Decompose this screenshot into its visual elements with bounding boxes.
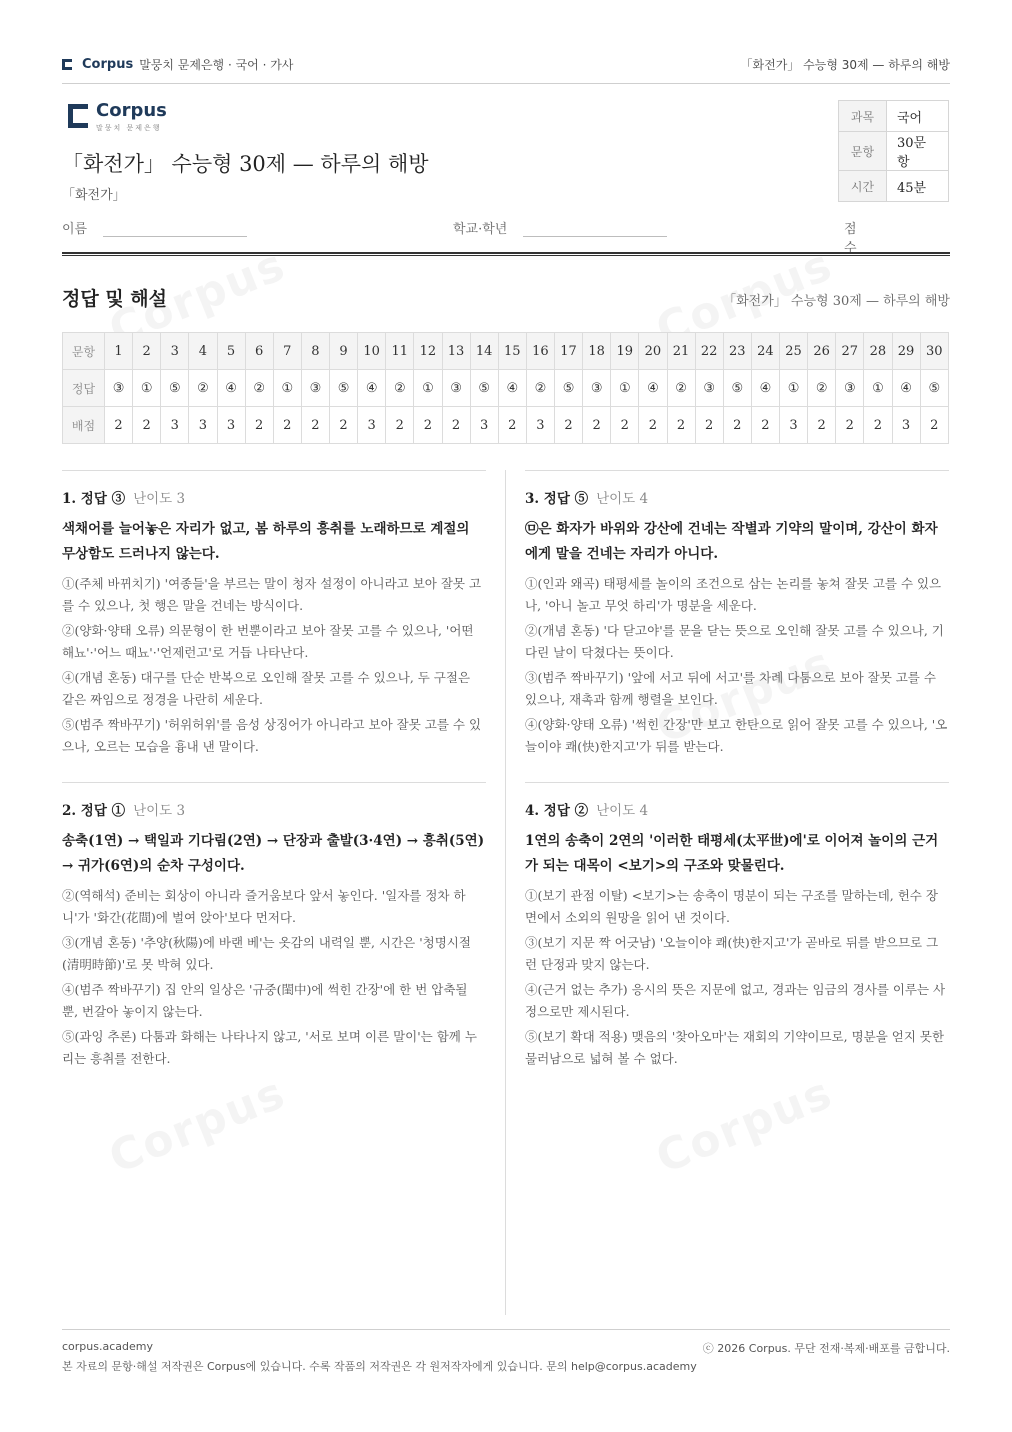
question-number-cell: 14 xyxy=(470,333,498,370)
logo-name: Corpus xyxy=(96,100,167,121)
difficulty-label: 난이도 3 xyxy=(133,491,186,507)
explanation-item: ①(주체 바뀌치기) '여종들'을 부르는 말이 청자 설정이 아니라고 보아 잘못 고를 수 있으나, 첫 행은 말을 건네는 방식이다. xyxy=(62,576,482,613)
explanation-main: 색채어를 늘어놓은 자리가 없고, 봄 하루의 흥취를 노래하므로 계절의 무상함도 드러나지 않는다. xyxy=(62,521,470,562)
question-number-cell: 16 xyxy=(526,333,554,370)
explanation-item: ⑤(범주 짝바꾸기) '허위허위'를 음성 상징어가 아니라고 보아 잘못 고를 수 있으나, 오르는 모습을 흉내 낸 말이다. xyxy=(62,717,482,754)
question-number-cell: 1 xyxy=(105,333,133,370)
question-number-cell: 30 xyxy=(920,333,948,370)
running-header-title: 「화전가」 수능형 30제 — 하루의 해방 xyxy=(740,58,950,72)
answer-cell: ④ xyxy=(358,370,386,407)
explanation-item: ④(개념 혼동) 대구를 단순 반복으로 오인해 잘못 고를 수 있으나, 두 구절은 같은 짜임으로 정경을 나란히 세운다. xyxy=(62,670,471,707)
points-cell: 3 xyxy=(217,407,245,444)
explanation-heading xyxy=(525,799,949,819)
points-cell: 2 xyxy=(836,407,864,444)
points-cell: 2 xyxy=(639,407,667,444)
points-cell: 2 xyxy=(330,407,358,444)
question-number-cell: 6 xyxy=(245,333,273,370)
footer-site: corpus.academy xyxy=(62,1340,153,1353)
header-divider xyxy=(62,252,950,256)
question-number-cell: 24 xyxy=(751,333,779,370)
points-cell: 3 xyxy=(470,407,498,444)
explanation-column-right xyxy=(525,470,949,1073)
explanation-item: ④(범주 짝바꾸기) 집 안의 일상은 '규중(閨中)에 썩힌 간장'에 한 번 압축될 뿐, 번갈아 놓이지 않는다. xyxy=(62,982,468,1019)
points-cell: 2 xyxy=(386,407,414,444)
answer-cell: ③ xyxy=(105,370,133,407)
explanation-item: ③(개념 혼동) '추양(秋陽)에 바랜 베'는 옷감의 내력일 뿐, 시간은 '청명시절(清明時節)'로 못 박혀 있다. xyxy=(62,935,471,972)
points-cell: 3 xyxy=(189,407,217,444)
explanation-block xyxy=(525,470,949,758)
answer-cell: ⑤ xyxy=(470,370,498,407)
answer-cell: ② xyxy=(526,370,554,407)
answer-cell: ① xyxy=(414,370,442,407)
running-header xyxy=(62,56,950,84)
row-label: 정답 xyxy=(63,370,105,407)
explanation-item: ⑤(과잉 추론) 다툼과 화해는 나타나지 않고, '서로 보며 이른 말이'는 함께 누리는 흥취를 전한다. xyxy=(62,1029,477,1066)
question-number-cell: 27 xyxy=(836,333,864,370)
answer-cell: ② xyxy=(189,370,217,407)
difficulty-label: 난이도 4 xyxy=(596,803,649,819)
question-number-cell: 15 xyxy=(498,333,526,370)
logo-tagline: 말뭉치 문제은행 xyxy=(96,124,162,132)
points-cell: 3 xyxy=(892,407,920,444)
meta-value: 45분 xyxy=(887,171,949,202)
points-cell: 3 xyxy=(358,407,386,444)
points-cell: 3 xyxy=(161,407,189,444)
answer-cell: ⑤ xyxy=(555,370,583,407)
explanation-block xyxy=(525,782,949,1070)
explanation-item: ②(역해석) 준비는 회상이 아니라 즐거움보다 앞서 놓인다. '일자를 정차 하니'가 '화간(花間)에 벌여 앉아'보다 먼저다. xyxy=(62,888,466,925)
column-divider xyxy=(505,470,506,1315)
question-number-cell: 17 xyxy=(555,333,583,370)
explanation-column-left xyxy=(62,470,486,1073)
meta-value: 국어 xyxy=(887,101,949,132)
answer-cell: ④ xyxy=(639,370,667,407)
explanation-block xyxy=(62,782,486,1070)
section-title: 정답 및 해설 xyxy=(62,288,167,310)
explanation-main: ㉤은 화자가 바위와 강산에 건네는 작별과 기약의 말이며, 강산이 화자에게 말을 건네는 자리가 아니다. xyxy=(525,521,938,562)
corpus-logo-icon xyxy=(62,59,72,70)
answer-cell: ③ xyxy=(583,370,611,407)
score-label: 점수 xyxy=(844,222,857,256)
points-cell: 2 xyxy=(105,407,133,444)
answer-cell: ③ xyxy=(301,370,329,407)
footer-copyright: ⓒ 2026 Corpus. 무단 전재·복제·배포를 금합니다. xyxy=(702,1342,950,1355)
logo xyxy=(68,102,167,133)
points-cell: 2 xyxy=(498,407,526,444)
corpus-logo-icon xyxy=(68,104,88,128)
answer-cell: ① xyxy=(864,370,892,407)
explanation-main: 1연의 송축이 2연의 '이러한 태평세(太平世)에'로 이어져 놀이의 근거가 되는 대목이 <보기>의 구조와 맞물린다. xyxy=(525,833,939,874)
footer-notice: 본 자료의 문항·해설 저작권은 Corpus에 있습니다. 수록 작품의 저작권은 각 원저작자에게 있습니다. 문의 help@corpus.academy xyxy=(62,1360,697,1373)
question-number-cell: 9 xyxy=(330,333,358,370)
explanation-item: ②(양화·양태 오류) 의문형이 한 번뿐이라고 보아 잘못 고를 수 있으나, '어떤 해뇨'·'어느 때뇨'·'언제런고'로 거듭 나타난다. xyxy=(62,623,474,660)
answer-cell: ① xyxy=(273,370,301,407)
exam-meta-table xyxy=(838,100,949,202)
points-cell: 2 xyxy=(695,407,723,444)
explanation-item: ①(인과 왜곡) 태평세를 놀이의 조건으로 삼는 논리를 놓쳐 잘못 고를 수 있으나, '아니 놀고 무엇 하리'가 명분을 세운다. xyxy=(525,576,942,613)
points-cell: 3 xyxy=(526,407,554,444)
school-field[interactable] xyxy=(523,219,667,237)
row-label: 문항 xyxy=(63,333,105,370)
explanation-heading xyxy=(62,487,486,507)
answer-cell: ⑤ xyxy=(330,370,358,407)
explanation-block xyxy=(62,470,486,758)
meta-key: 과목 xyxy=(839,101,887,132)
explanation-item: ③(보기 지문 짝 어긋남) '오늘이야 쾌(快)한지고'가 곧바로 뒤를 받으므로 그런 단정과 맞지 않는다. xyxy=(525,935,939,972)
explanation-item: ①(보기 관점 이탈) <보기>는 송축이 명분이 되는 구조를 말하는데, 헌수 장면에서 소외의 원망을 읽어 낸 것이다. xyxy=(525,888,938,925)
answer-cell: ① xyxy=(611,370,639,407)
explanation-item: ④(근거 없는 추가) 응시의 뜻은 지문에 없고, 경과는 임금의 경사를 이루는 사정으로만 제시된다. xyxy=(525,982,946,1019)
question-number-cell: 3 xyxy=(161,333,189,370)
question-number-cell: 4 xyxy=(189,333,217,370)
school-label: 학교·학년 xyxy=(453,222,508,237)
points-cell: 2 xyxy=(273,407,301,444)
answer-cell: ② xyxy=(245,370,273,407)
question-number-cell: 8 xyxy=(301,333,329,370)
question-number-cell: 25 xyxy=(780,333,808,370)
answer-cell: ④ xyxy=(498,370,526,407)
page-title: 「화전가」 수능형 30제 — 하루의 해방 xyxy=(62,152,429,176)
points-cell: 2 xyxy=(808,407,836,444)
points-cell: 2 xyxy=(864,407,892,444)
answer-cell: ② xyxy=(808,370,836,407)
answer-cell: ① xyxy=(780,370,808,407)
meta-key: 문항 xyxy=(839,132,887,171)
points-cell: 2 xyxy=(245,407,273,444)
answer-cell: ③ xyxy=(836,370,864,407)
row-label: 배점 xyxy=(63,407,105,444)
answer-cell: ② xyxy=(667,370,695,407)
points-cell: 2 xyxy=(751,407,779,444)
question-number-cell: 22 xyxy=(695,333,723,370)
question-number-cell: 2 xyxy=(133,333,161,370)
answer-cell: ④ xyxy=(892,370,920,407)
question-number-cell: 28 xyxy=(864,333,892,370)
question-number-cell: 10 xyxy=(358,333,386,370)
explanation-item: ②(개념 혼동) '다 닫고야'를 문을 닫는 뜻으로 오인해 잘못 고를 수 있으나, 기다린 날이 닥쳤다는 뜻이다. xyxy=(525,623,944,660)
footer-divider xyxy=(62,1329,950,1330)
points-cell: 2 xyxy=(301,407,329,444)
running-header-path: 말뭉치 문제은행 · 국어 · 가사 xyxy=(139,58,294,72)
question-number-cell: 26 xyxy=(808,333,836,370)
explanation-item: ④(양화·양태 오류) '썩힌 간장'만 보고 한탄으로 읽어 잘못 고를 수 있으나, '오늘이야 쾌(快)한지고'가 뒤를 받는다. xyxy=(525,717,948,754)
student-fields xyxy=(62,218,950,256)
points-cell: 2 xyxy=(583,407,611,444)
question-number-cell: 5 xyxy=(217,333,245,370)
question-number-cell: 19 xyxy=(611,333,639,370)
answer-cell: ③ xyxy=(442,370,470,407)
explanation-heading xyxy=(525,487,949,507)
answer-table xyxy=(62,332,949,444)
question-number-cell: 13 xyxy=(442,333,470,370)
question-number-cell: 29 xyxy=(892,333,920,370)
answer-cell: ③ xyxy=(695,370,723,407)
answer-cell: ⑤ xyxy=(920,370,948,407)
answer-label: 1. 정답 ③ xyxy=(62,491,126,507)
question-number-cell: 23 xyxy=(723,333,751,370)
page-subtitle: 「화전가」 xyxy=(62,188,126,203)
points-cell: 2 xyxy=(555,407,583,444)
answer-label: 3. 정답 ⑤ xyxy=(525,491,589,507)
question-number-cell: 20 xyxy=(639,333,667,370)
answer-cell: ⑤ xyxy=(723,370,751,407)
question-number-cell: 12 xyxy=(414,333,442,370)
points-cell: 2 xyxy=(442,407,470,444)
difficulty-label: 난이도 3 xyxy=(133,803,186,819)
answer-label: 2. 정답 ① xyxy=(62,803,126,819)
question-number-cell: 21 xyxy=(667,333,695,370)
answer-cell: ② xyxy=(386,370,414,407)
answer-cell: ④ xyxy=(217,370,245,407)
answer-cell: ① xyxy=(133,370,161,407)
meta-value: 30문항 xyxy=(887,132,949,171)
explanation-main: 송축(1연) → 택일과 기다림(2연) → 단장과 출발(3·4연) → 흥취(5연) → 귀가(6연)의 순차 구성이다. xyxy=(62,833,485,874)
watermark xyxy=(649,1067,840,1184)
meta-key: 시간 xyxy=(839,171,887,202)
name-label: 이름 xyxy=(62,222,88,237)
explanation-item: ③(범주 짝바꾸기) '앞에 서고 뒤에 서고'를 차례 다툼으로 보아 잘못 고를 수 있으나, 재촉과 함께 행렬을 보인다. xyxy=(525,670,936,707)
points-cell: 2 xyxy=(723,407,751,444)
section-subtitle: 「화전가」 수능형 30제 — 하루의 해방 xyxy=(723,294,950,309)
points-cell: 2 xyxy=(133,407,161,444)
watermark xyxy=(102,1067,293,1184)
name-field[interactable] xyxy=(103,219,247,237)
answer-cell: ④ xyxy=(751,370,779,407)
points-cell: 2 xyxy=(667,407,695,444)
difficulty-label: 난이도 4 xyxy=(596,491,649,507)
explanation-item: ⑤(보기 확대 적용) 맺음의 '찾아오마'는 재회의 기약이므로, 명분을 얻지 못한 물러남으로 넓혀 볼 수 없다. xyxy=(525,1029,945,1066)
question-number-cell: 11 xyxy=(386,333,414,370)
points-cell: 3 xyxy=(780,407,808,444)
question-number-cell: 7 xyxy=(273,333,301,370)
running-header-brand: Corpus xyxy=(82,57,134,72)
points-cell: 2 xyxy=(414,407,442,444)
answer-label: 4. 정답 ② xyxy=(525,803,589,819)
points-cell: 2 xyxy=(920,407,948,444)
points-cell: 2 xyxy=(611,407,639,444)
answer-cell: ⑤ xyxy=(161,370,189,407)
question-number-cell: 18 xyxy=(583,333,611,370)
explanation-heading xyxy=(62,799,486,819)
